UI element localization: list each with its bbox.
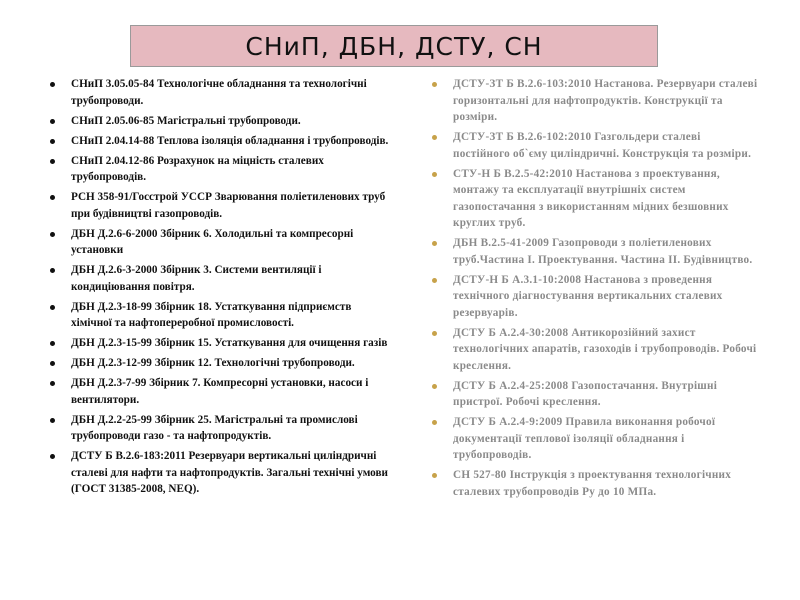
bullet-icon <box>50 159 55 164</box>
list-item <box>430 235 760 268</box>
bullet-icon <box>50 139 55 144</box>
list-item <box>48 76 393 109</box>
list-item-text: ДСТУ Б А.2.4-9:2009 Правила виконання робочої документації теплової ізоляції обладнання і трубопроводів. <box>453 416 716 461</box>
bullet-icon <box>432 82 437 87</box>
bullet-icon <box>432 241 437 246</box>
bullet-icon <box>432 278 437 283</box>
bullet-icon <box>432 384 437 389</box>
bullet-icon <box>432 172 437 177</box>
bullet-icon <box>432 473 437 478</box>
list-item-text: ДБН Д.2.6-3-2000 Збірник 3. Системи вентиляції і кондиціювання повітря. <box>71 264 322 293</box>
list-item-text: ДСТУ Б А.2.4-30:2008 Антикорозійний захист технологічних апаратів, газоходів і трубопроводів. Робочі креслення. <box>453 326 757 372</box>
list-item <box>48 153 393 186</box>
bullet-icon <box>50 82 55 87</box>
slide-title: СНиП, ДБН, ДСТУ, СН <box>245 31 543 61</box>
right-standards-list <box>430 76 760 504</box>
list-item-text: СНиП 2.04.14-88 Теплова ізоляція обладнання і трубопроводів. <box>71 134 389 147</box>
left-standards-list <box>48 76 393 501</box>
bullet-icon <box>432 331 437 336</box>
bullet-icon <box>50 119 55 124</box>
list-item-text: СНиП 2.04.12-86 Розрахунок на міцність сталевих трубопроводів. <box>71 154 324 183</box>
list-item-text: ДБН Д.2.3-15-99 Збірник 15. Устаткування для очищення газів <box>71 337 388 349</box>
list-item <box>48 448 393 498</box>
list-item-text: ДСТУ-ЗТ Б В.2.6-102:2010 Газгольдери сталеві постійного об`єму циліндричні. Конструкція та розміри. <box>453 131 752 160</box>
bullet-icon <box>50 232 55 237</box>
list-item-text: СНиП 2.05.06-85 Магістральні трубопроводи. <box>71 114 301 127</box>
bullet-icon <box>50 418 55 423</box>
list-item <box>48 262 393 295</box>
list-item <box>430 378 760 411</box>
list-item-text: ДБН В.2.5-41-2009 Газопроводи з поліетиленових труб.Частина I. Проектування. Частина II. Будівництво. <box>453 237 753 266</box>
list-item-text: ДБН Д.2.3-12-99 Збірник 12. Технологічні трубопроводи. <box>71 357 355 369</box>
list-item-text: СНиП 3.05.05-84 Технологічне обладнання та технологічні трубопроводи. <box>71 78 367 107</box>
list-item-text: ДБН Д.2.3-18-99 Збірник 18. Устаткування підприємств хімічної та нафтопереробної промисловості. <box>71 300 352 329</box>
list-item-text: ДБН Д.2.3-7-99 Збірник 7. Компресорні установки, насоси і вентилятори. <box>71 377 369 406</box>
list-item <box>430 325 760 375</box>
list-item <box>430 272 760 322</box>
bullet-icon <box>50 341 55 346</box>
bullet-icon <box>50 361 55 366</box>
bullet-icon <box>432 420 437 425</box>
list-item-text: ДСТУ Б А.2.4-25:2008 Газопостачання. Внутрішні пристрої. Робочі креслення. <box>453 379 718 408</box>
list-item <box>48 189 393 222</box>
list-item <box>48 113 393 130</box>
list-item <box>430 129 760 162</box>
bullet-icon <box>50 454 55 459</box>
list-item-text: СН 527-80 Інструкція з проектування технологічних сталевих трубопроводів Ру до 10 МПа. <box>453 469 732 498</box>
bullet-icon <box>50 268 55 273</box>
bullet-icon <box>50 195 55 200</box>
slide-title-box <box>130 25 658 67</box>
bullet-icon <box>432 135 437 140</box>
list-item <box>48 412 393 445</box>
list-item <box>430 76 760 126</box>
list-item <box>48 355 393 372</box>
list-item <box>48 226 393 259</box>
list-item <box>48 335 393 352</box>
list-item-text: РСН 358-91/Госстрой УССР Зварювання поліетиленових труб при будівництві газопроводів. <box>71 191 386 220</box>
list-item-text: ДБН Д.2.2-25-99 Збірник 25. Магістральні та промислові трубопроводи газо - та нафтопродуктів. <box>71 413 358 442</box>
list-item <box>48 133 393 150</box>
bullet-icon <box>50 381 55 386</box>
list-item-text: ДСТУ Б В.2.6-183:2011 Резервуари вертикальні циліндричні сталеві для нафти та нафтопродуктів. Загальні технічні умови (ГОСТ 31385-2008, NEQ). <box>71 450 388 495</box>
list-item <box>430 166 760 232</box>
list-item-text: ДСТУ-Н Б А.3.1-10:2008 Настанова з проведення технічного діагностування вертикальних сталевих резервуарів. <box>453 273 723 319</box>
list-item <box>430 467 760 500</box>
bullet-icon <box>50 305 55 310</box>
list-item <box>48 299 393 332</box>
list-item <box>48 375 393 408</box>
list-item <box>430 414 760 464</box>
list-item-text: СТУ-Н Б В.2.5-42:2010 Настанова з проектування, монтажу та експлуатації внутрішніх систем газопостачання з використанням мідних безшовних круглих труб. <box>453 167 729 229</box>
list-item-text: ДСТУ-ЗТ Б В.2.6-103:2010 Настанова. Резервуари сталеві горизонтальні для нафтопродуктів. Конструкції та розміри. <box>453 78 758 123</box>
list-item-text: ДБН Д.2.6-6-2000 Збірник 6. Холодильні та компресорні установки <box>71 227 354 256</box>
